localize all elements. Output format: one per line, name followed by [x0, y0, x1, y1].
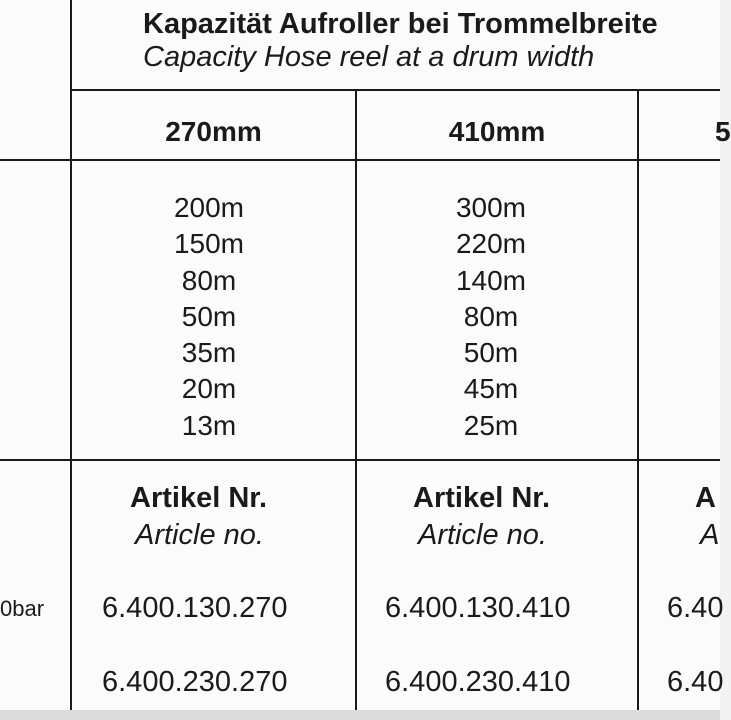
table-subtitle: Capacity Hose reel at a drum width	[143, 41, 595, 73]
article-subheader-410: Article no.	[418, 519, 547, 551]
capacity-list-410	[357, 190, 625, 444]
article-subheader-270: Article no.	[135, 519, 264, 551]
capacity-value: 13m	[181, 409, 237, 441]
article-header-410: Artikel Nr.	[413, 482, 550, 514]
table-title: Kapazität Aufroller bei Trommelbreite	[143, 8, 658, 40]
article-subheader-partial: A	[700, 519, 720, 551]
capacity-value: 80m	[181, 264, 237, 296]
width-header-270: 270mm	[165, 116, 262, 147]
width-row-divider	[0, 159, 720, 161]
capacity-list-270	[72, 190, 346, 444]
capacity-value: 200m	[173, 192, 245, 223]
capacity-value: 150m	[173, 228, 245, 260]
pressure-label: 0bar	[0, 596, 45, 621]
width-header-410: 410mm	[448, 116, 546, 147]
article-number: 6.40	[667, 666, 724, 698]
capacity-value: 25m	[463, 409, 519, 441]
article-number: 6.40	[667, 592, 724, 624]
article-number: 6.400.230.270	[102, 666, 288, 698]
capacity-value: 45m	[463, 373, 519, 405]
capacity-value: 300m	[455, 192, 527, 223]
article-number: 6.400.130.410	[385, 592, 571, 624]
article-header-partial: A	[695, 482, 716, 514]
capacity-value: 140m	[455, 264, 527, 296]
header-divider	[70, 89, 720, 91]
column-divider-2	[637, 90, 639, 712]
capacity-row-divider	[0, 459, 720, 461]
capacity-value: 50m	[463, 337, 519, 369]
article-number: 6.400.230.410	[385, 666, 571, 698]
capacity-value: 50m	[181, 300, 237, 332]
capacity-value: 35m	[181, 337, 237, 369]
capacity-value: 220m	[455, 228, 527, 260]
capacity-value: 80m	[463, 300, 519, 332]
capacity-value: 20m	[181, 373, 237, 405]
page-bottom-strip	[0, 710, 720, 720]
article-header-270: Artikel Nr.	[130, 482, 267, 514]
width-header-partial: 5	[715, 116, 731, 147]
article-number: 6.400.130.270	[102, 592, 288, 624]
